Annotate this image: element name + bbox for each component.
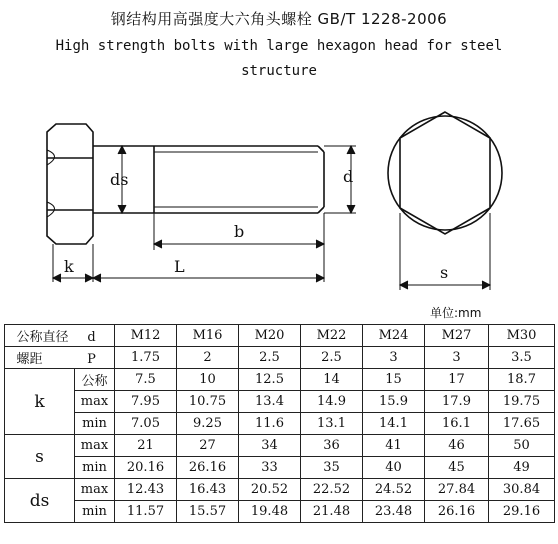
table-cell: 12.43 [115, 479, 177, 501]
bolt-head-side [47, 124, 93, 244]
table-cell: 19.48 [239, 501, 301, 523]
s-max-row [5, 435, 555, 457]
k-nominal-row [5, 369, 555, 391]
table-cell: 35 [301, 457, 363, 479]
table-cell: 40 [363, 457, 425, 479]
table-cell: 45 [425, 457, 489, 479]
table-cell: 50 [489, 435, 555, 457]
table-cell: 15.57 [177, 501, 239, 523]
specification-table [4, 324, 555, 523]
title-chinese: 钢结构用高强度大六角头螺栓 GB/T 1228-2006 [110, 10, 448, 28]
table-cell: 49 [489, 457, 555, 479]
table-cell: 20.16 [115, 457, 177, 479]
table-cell: 7.5 [115, 369, 177, 391]
table-cell: 11.6 [239, 413, 301, 435]
s-group-label: s [5, 435, 75, 479]
k-max-row [5, 391, 555, 413]
k-L-dimension [53, 244, 324, 282]
row-sub-label: min [75, 501, 115, 523]
table-cell: 10 [177, 369, 239, 391]
table-cell: 17.65 [489, 413, 555, 435]
k-group-label: k [5, 369, 75, 435]
ds-min-row [5, 501, 555, 523]
ds-label: ds [110, 170, 129, 189]
row-sub-label: max [75, 479, 115, 501]
table-cell: 41 [363, 435, 425, 457]
nominal-diameter-label: 公称直径 [16, 330, 69, 345]
row-sub-label: min [75, 457, 115, 479]
pitch-label: 螺距 [16, 352, 43, 367]
table-cell: 27 [177, 435, 239, 457]
table-cell: 3.5 [489, 347, 555, 369]
table-cell: 21.48 [301, 501, 363, 523]
table-cell: 46 [425, 435, 489, 457]
table-header-row [5, 325, 555, 347]
pitch-symbol: P [87, 352, 96, 367]
table-cell: 1.75 [115, 347, 177, 369]
table-cell: 7.05 [115, 413, 177, 435]
size-cell: M22 [301, 325, 363, 347]
title-english-line-2: structure [241, 63, 317, 79]
row-sub-label: max [75, 435, 115, 457]
table-cell: 22.52 [301, 479, 363, 501]
row-sub-label: max [75, 391, 115, 413]
table-cell: 9.25 [177, 413, 239, 435]
table-cell: 12.5 [239, 369, 301, 391]
table-cell: 19.75 [489, 391, 555, 413]
table-cell: 2.5 [239, 347, 301, 369]
table-cell: 21 [115, 435, 177, 457]
pitch-header [5, 347, 115, 369]
nominal-diameter-symbol: d [87, 330, 96, 345]
ds-group-label: ds [5, 479, 75, 523]
table-cell: 7.95 [115, 391, 177, 413]
nominal-diameter-header [5, 325, 115, 347]
table-cell: 11.57 [115, 501, 177, 523]
row-sub-label: min [75, 413, 115, 435]
table-cell: 2 [177, 347, 239, 369]
table-cell: 23.48 [363, 501, 425, 523]
table-cell: 24.52 [363, 479, 425, 501]
table-cell: 30.84 [489, 479, 555, 501]
table-cell: 3 [425, 347, 489, 369]
pitch-row [5, 347, 555, 369]
table-cell: 17.9 [425, 391, 489, 413]
table-cell: 2.5 [301, 347, 363, 369]
unit-label: 单位:mm [430, 306, 482, 320]
table-cell: 14.1 [363, 413, 425, 435]
size-cell: M27 [425, 325, 489, 347]
k-label: k [64, 257, 74, 276]
table-cell: 3 [363, 347, 425, 369]
size-cell: M20 [239, 325, 301, 347]
L-label: L [174, 257, 185, 276]
k-min-row [5, 413, 555, 435]
table-cell: 17 [425, 369, 489, 391]
table-cell: 20.52 [239, 479, 301, 501]
s-label: s [440, 263, 449, 282]
table-cell: 18.7 [489, 369, 555, 391]
table-cell: 14.9 [301, 391, 363, 413]
table-cell: 13.4 [239, 391, 301, 413]
table-cell: 14 [301, 369, 363, 391]
table-cell: 15.9 [363, 391, 425, 413]
table-cell: 16.43 [177, 479, 239, 501]
title-english-line-1: High strength bolts with large hexagon head for steel [55, 38, 503, 54]
size-cell: M24 [363, 325, 425, 347]
table-cell: 16.1 [425, 413, 489, 435]
table-cell: 10.75 [177, 391, 239, 413]
table-cell: 36 [301, 435, 363, 457]
table-cell: 34 [239, 435, 301, 457]
s-min-row [5, 457, 555, 479]
ds-max-row [5, 479, 555, 501]
d-label: d [343, 167, 354, 186]
table-cell: 26.16 [425, 501, 489, 523]
table-cell: 27.84 [425, 479, 489, 501]
table-cell: 13.1 [301, 413, 363, 435]
b-label: b [234, 222, 245, 241]
table-cell: 26.16 [177, 457, 239, 479]
row-sub-label: 公称 [75, 369, 115, 391]
table-cell: 15 [363, 369, 425, 391]
size-cell: M30 [489, 325, 555, 347]
table-cell: 29.16 [489, 501, 555, 523]
table-cell: 33 [239, 457, 301, 479]
size-cell: M12 [115, 325, 177, 347]
size-cell: M16 [177, 325, 239, 347]
